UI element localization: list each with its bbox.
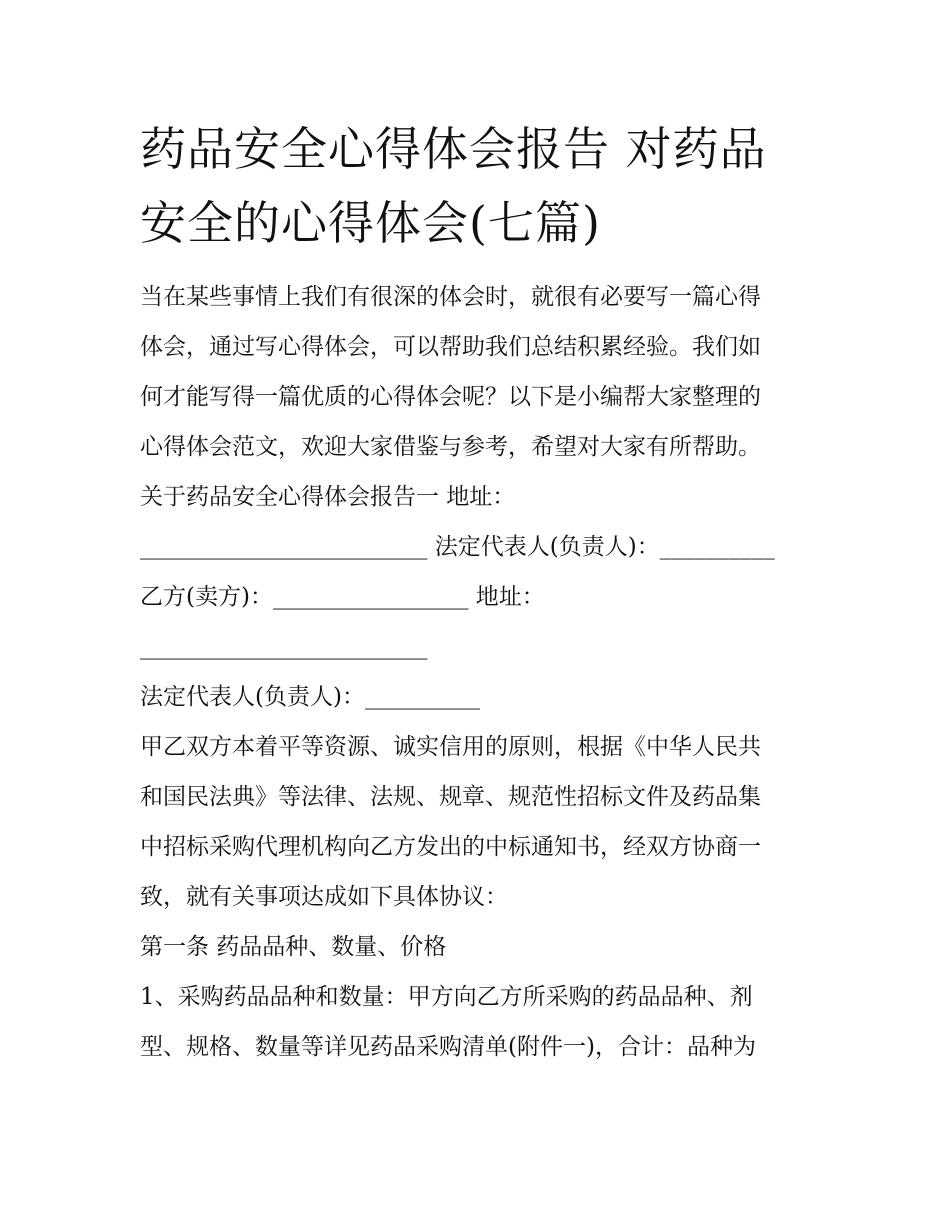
- body-line: 中招标采购代理机构向乙方发出的中标通知书，经双方协商一: [140, 834, 761, 860]
- document-page: [140, 112, 820, 1072]
- body-line: 何才能写得一篇优质的心得体会呢？以下是小编帮大家整理的: [140, 384, 761, 410]
- body-line: 法定代表人(负责人)：__________: [140, 684, 480, 710]
- title-line: 药品安全心得体会报告 对药品: [140, 122, 767, 176]
- section-heading: 关于药品安全心得体会报告一 地址：: [140, 484, 516, 510]
- body-line: 乙方(卖方)：_________________ 地址：: [140, 584, 545, 610]
- body-line: 心得体会范文，欢迎大家借鉴与参考，希望对大家有所帮助。: [140, 434, 761, 460]
- body-line: 甲乙双方本着平等资源、诚实信用的原则，根据《中华人民共: [140, 734, 761, 760]
- article-heading: 第一条 药品品种、数量、价格: [140, 934, 447, 960]
- body-line: 1、采购药品品种和数量：甲方向乙方所采购的药品品种、剂: [140, 984, 753, 1010]
- body-line: 当在某些事情上我们有很深的体会时，就很有必要写一篇心得: [140, 284, 761, 310]
- body-line: 和国民法典》等法律、法规、规章、规范性招标文件及药品集: [140, 784, 761, 810]
- body-line: 型、规格、数量等详见药品采购清单(附件一)，合计：品种为: [140, 1034, 756, 1060]
- body-line: 致，就有关事项达成如下具体协议：: [140, 884, 508, 910]
- title-line: 安全的心得体会(七篇): [140, 196, 601, 250]
- body-line: _________________________: [140, 634, 428, 660]
- body-line: 体会，通过写心得体会，可以帮助我们总结积累经验。我们如: [140, 334, 761, 360]
- document-title: [140, 112, 820, 260]
- body-line: _________________________ 法定代表人(负责人)：__________: [140, 534, 775, 560]
- document-body: [140, 272, 820, 1072]
